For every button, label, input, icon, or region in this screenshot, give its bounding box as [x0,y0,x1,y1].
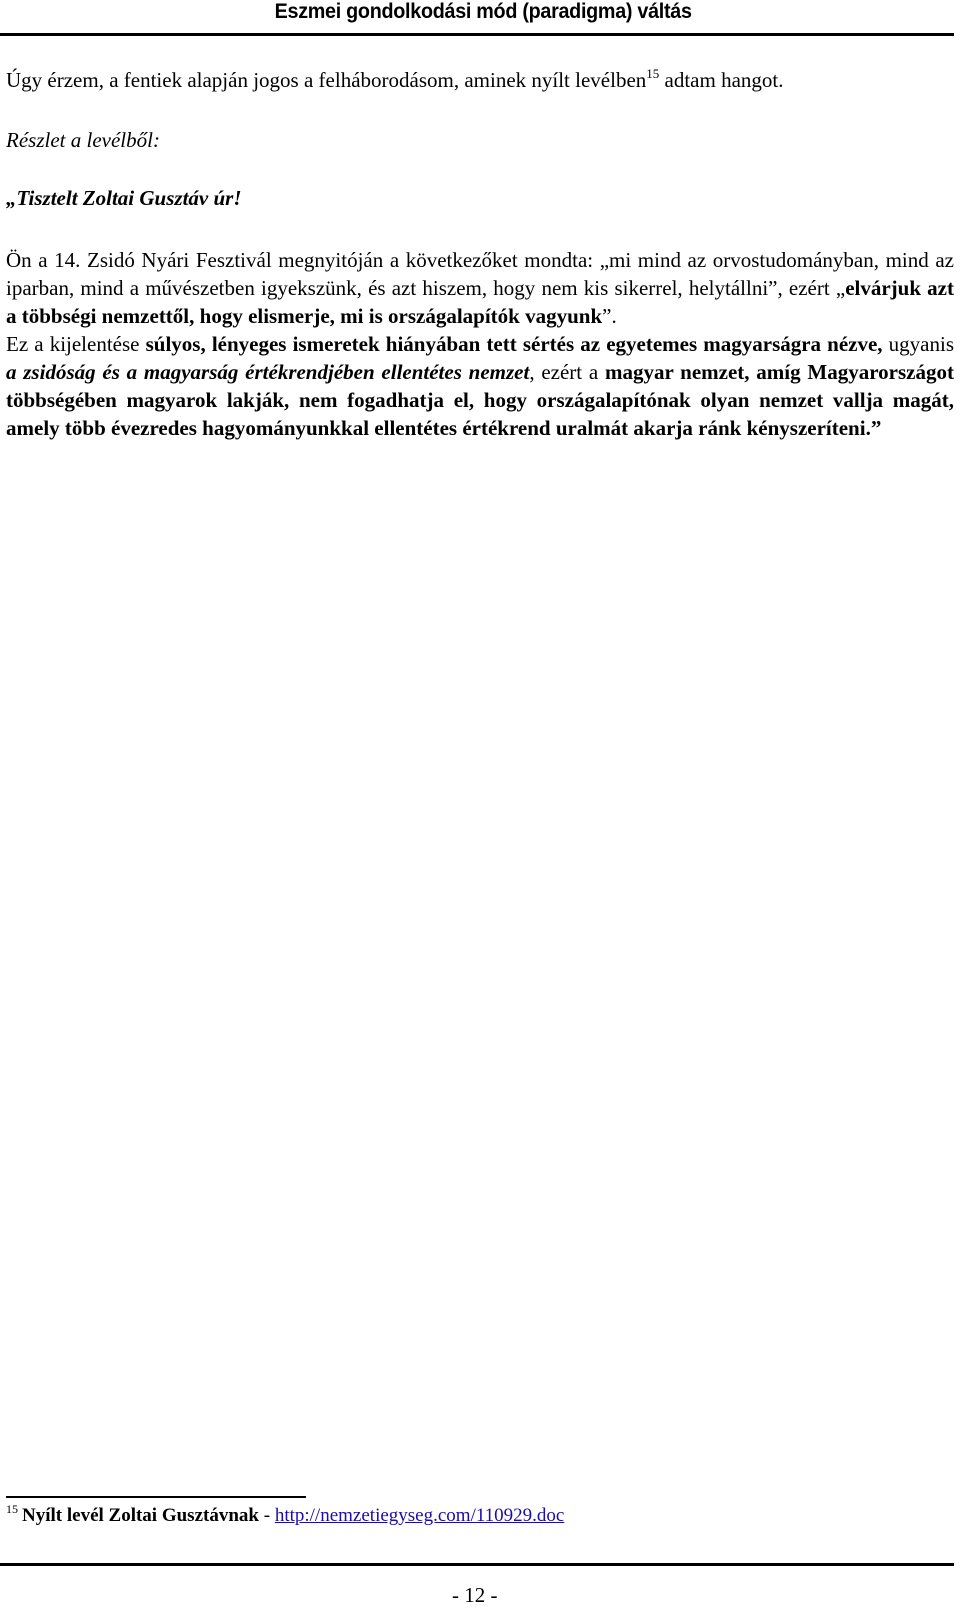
intro-text: Úgy érzem, a fentiek alapján jogos a felháborodásom, aminek nyílt levélben [6,68,647,92]
quote-normal-text: Ön a 14. Zsidó Nyári Fesztivál megnyitóján a következőket mondta: „mi mind az orvostudományban, mind az iparban, mind a művészetben igyekszünk, és azt hiszem, hogy nem kis sikerrel, helytállni”, ezért „ [6,248,954,300]
quote-bold-text: elvárjuk azt a többségi nemzettől, hogy elismerje, mi is országalapítók vagyunk [6,276,954,328]
header-rule [0,33,954,36]
quote-paragraph [6,246,954,330]
page-number: - 12 - [452,1583,498,1607]
header-title: Eszmei gondolkodási mód (paradigma) váltás [274,0,692,23]
footer-rule [0,1563,954,1566]
footnote-text: Nyílt levél Zoltai Gusztávnak [22,1505,259,1526]
footnote-reference[interactable]: 15 [646,66,660,81]
footnote-separator [6,1496,306,1498]
statement-b: súlyos, lényeges ismeretek hiányában tett sértés az egyetemes magyarságra nézve, [145,332,883,356]
statement-c: ugyanis [882,332,955,356]
intro-tail: adtam hangot. [659,68,784,92]
document-body [6,66,954,442]
statement-f: magyar nemzet, amíg Magyarországot többségében magyarok lakják, nem fogadhatja el, hogy országalapítónak olyan nemzet vallja magát, amely több évezredes hagyományunkkal ellentétes értékrend uralmát akarja ránk kényszeríteni.” [6,360,954,440]
statement-e: , ezért a [529,360,605,384]
quote-end: ”. [602,304,617,328]
footnote-number: 15 [6,1502,18,1516]
salutation: „Tisztelt Zoltai Gusztáv úr! [6,186,242,210]
statement-paragraph [6,330,954,442]
statement-a: Ez a kijelentése [6,332,146,356]
excerpt-label: Részlet a levélből: [6,128,160,152]
footnote-separator-text: - [258,1505,275,1526]
intro-paragraph [6,66,954,94]
footnote-link[interactable]: http://nemzetiegyseg.com/110929.doc [274,1505,565,1526]
footnote [6,1502,565,1527]
statement-d: a zsidóság és a magyarság értékrendjében ellentétes nemzet [6,360,530,384]
page-header [0,0,954,34]
